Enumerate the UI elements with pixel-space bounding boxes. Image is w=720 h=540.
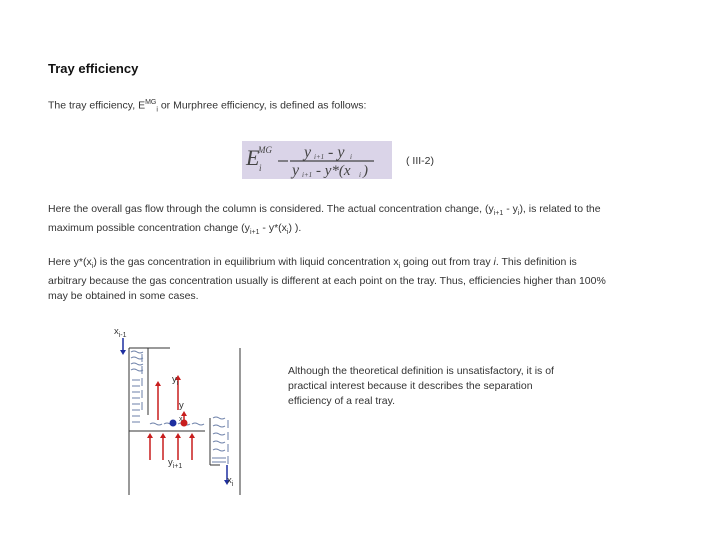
formula-lhs-sup: MG <box>258 145 272 155</box>
p2-s1: i+1 <box>493 210 504 218</box>
p3-t1: Here y*(x <box>48 256 92 268</box>
formula-num: y <box>304 144 312 161</box>
tray-diagram <box>100 320 260 495</box>
intro-text-after: or Murphree efficiency, is defined as follows: <box>157 99 367 112</box>
formula-drawing <box>242 141 392 179</box>
p2-t4: - y*(x <box>259 222 287 235</box>
p2-t2: - y <box>503 203 518 215</box>
left-liquid-hatching <box>131 351 143 422</box>
p2-s3: i+1 <box>249 229 260 237</box>
paragraph-2 <box>48 202 628 240</box>
formula-den-minus-sub: i <box>359 171 361 179</box>
tray-liquid-hatching <box>150 423 204 425</box>
p2-s4: i <box>286 229 289 237</box>
intro-sup: MG <box>145 99 157 106</box>
p3-t4: . This definition is arbitrary because the gas concentration usually is different at each point on the tray. Thus, efficiencies higher than 100% may be obtained in some cases. <box>48 256 606 303</box>
label-x-mid: x <box>179 416 183 423</box>
p3-t2: ) is the gas concentration in equilibrium with liquid concentration x <box>93 256 399 268</box>
equation-number: ( III-2) <box>406 155 434 167</box>
p3-t3: going out from tray <box>400 256 494 268</box>
intro-paragraph <box>48 95 668 118</box>
right-liquid-hatching <box>212 417 228 464</box>
p3-s2: i <box>398 263 401 271</box>
formula-lhs-sub: i <box>259 163 262 173</box>
page-title: Tray efficiency <box>48 61 139 76</box>
p2-t3: ), is related to the maximum possible concentration change (y <box>48 203 601 235</box>
intro-text: The tray efficiency, E <box>48 99 146 112</box>
label-y-in: $y_{i+1}$ <box>168 457 183 470</box>
label-x-in: $x_{i-1}$ <box>114 326 127 339</box>
formula-den-minus: - y*(x <box>316 163 351 179</box>
formula-image <box>242 141 392 179</box>
formula-num-minus-sub: i <box>350 153 352 161</box>
formula-den-sub: i+1 <box>302 171 313 179</box>
formula-num-sub: i+1 <box>314 153 325 161</box>
paragraph-3 <box>48 255 618 304</box>
label-y-mid: y <box>179 400 184 411</box>
label-y-out: $y_i$ <box>172 374 179 387</box>
p2-t1: Here the overall gas flow through the column is considered. The actual concentration change, (y <box>48 203 494 215</box>
p3-i: i <box>493 256 496 268</box>
formula-den-close: ) <box>363 163 368 179</box>
p2-t5: ) ). <box>288 222 302 235</box>
formula-lhs: E <box>246 145 260 170</box>
p3-s1: i <box>91 263 94 271</box>
x-point-marker <box>170 420 177 427</box>
formula-den: y <box>292 162 300 179</box>
label-x-out: $x_i$ <box>227 475 234 488</box>
p2-s2: i <box>517 210 520 218</box>
side-note: Although the theoretical definition is unsatisfactory, it is of practical interest because it describes the separation efficiency of a real tray. <box>288 365 554 407</box>
intro-sub: i <box>156 106 158 114</box>
formula-num-minus: - y <box>328 144 345 161</box>
